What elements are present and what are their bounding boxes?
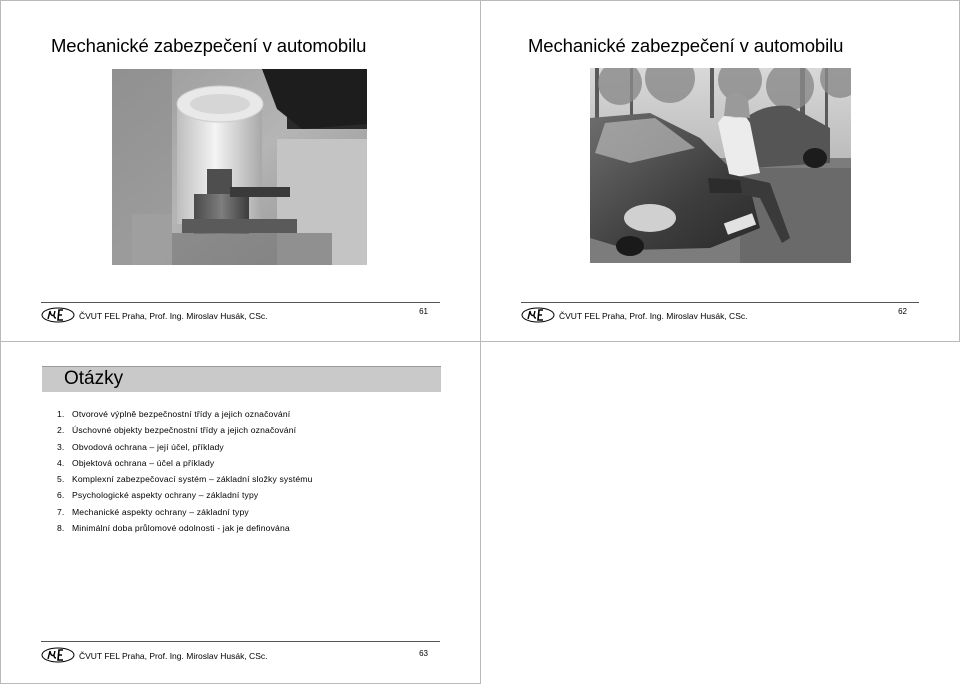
list-item-number: 5. <box>57 474 65 485</box>
slide-63 <box>0 341 481 684</box>
footer <box>41 646 267 664</box>
list-item-number: 6. <box>57 490 65 501</box>
slide-title: Mechanické zabezpečení v automobilu <box>528 35 844 56</box>
list-item-text: Mechanické aspekty ochrany – základní typy <box>72 506 249 517</box>
footer <box>41 306 267 324</box>
page-number: 62 <box>898 307 907 316</box>
footer-author: ČVUT FEL Praha, Prof. Ing. Miroslav Husák, CSc. <box>559 311 748 321</box>
list-item <box>57 490 313 506</box>
list-item-text: Komplexní zabezpečovací systém – základní složky systému <box>72 474 313 485</box>
list-item-number: 3. <box>57 441 65 452</box>
footer-divider <box>41 302 440 303</box>
list-item <box>57 507 313 523</box>
faculty-logo-icon <box>41 306 75 324</box>
list-item-text: Úschovné objekty bezpečnostní třídy a jejich označování <box>72 425 297 436</box>
list-item <box>57 523 313 539</box>
title-bar <box>42 366 441 392</box>
footer-divider <box>521 302 919 303</box>
footer-author: ČVUT FEL Praha, Prof. Ing. Miroslav Husák, CSc. <box>79 651 268 661</box>
footer-author: ČVUT FEL Praha, Prof. Ing. Miroslav Husák, CSc. <box>79 311 268 321</box>
photo-mechanical-parts <box>112 69 367 265</box>
list-item-number: 4. <box>57 457 65 468</box>
faculty-logo-icon <box>521 306 555 324</box>
mechanical-parts-image <box>112 69 367 265</box>
slide-title: Otázky <box>64 368 124 389</box>
list-item-text: Objektová ochrana – účel a příklady <box>72 457 215 468</box>
car-photo-image <box>590 68 851 263</box>
questions-list <box>57 409 313 539</box>
list-item-text: Psychologické aspekty ochrany – základní typy <box>72 490 259 501</box>
list-item-text: Otvorové výplně bezpečnostní třídy a jejich označování <box>72 409 291 419</box>
list-item-number: 1. <box>57 409 65 419</box>
list-item-number: 7. <box>57 506 65 517</box>
list-item <box>57 474 313 490</box>
page-number: 61 <box>419 307 428 316</box>
slide-title: Mechanické zabezpečení v automobilu <box>51 35 367 56</box>
footer <box>521 306 747 324</box>
list-item-text: Minimální doba průlomové odolnosti - jak je definována <box>72 523 290 534</box>
faculty-logo-icon <box>41 646 75 664</box>
footer-divider <box>41 641 440 642</box>
list-item-number: 2. <box>57 425 65 436</box>
slide-61 <box>0 0 481 342</box>
page-number: 63 <box>419 649 428 658</box>
list-item <box>57 442 313 458</box>
photo-woman-on-car <box>590 68 851 263</box>
list-item-text: Obvodová ochrana – její účel, příklady <box>72 441 224 452</box>
list-item <box>57 425 313 441</box>
list-item-number: 8. <box>57 523 65 534</box>
list-item <box>57 458 313 474</box>
list-item <box>57 409 313 425</box>
